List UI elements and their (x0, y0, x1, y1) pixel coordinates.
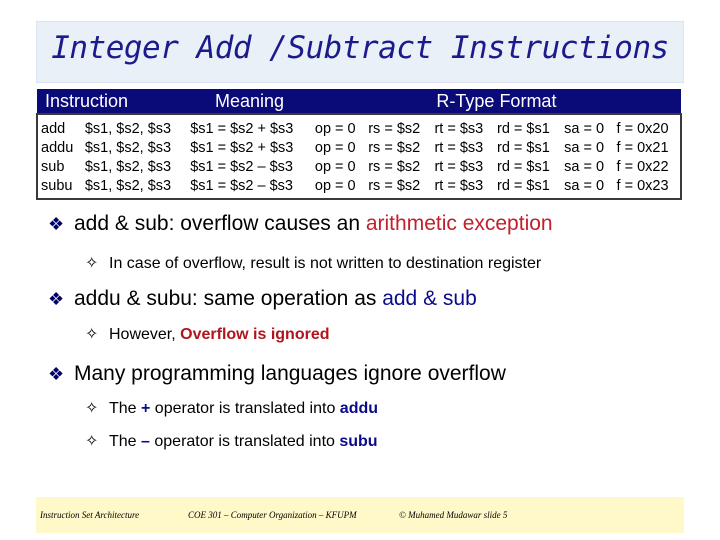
cell-sa: sa = 0 (564, 177, 605, 194)
cell-op-field: op = 0 (314, 120, 356, 137)
four-point-star-icon: ✧ (85, 400, 99, 417)
four-point-star-icon: ✧ (85, 326, 99, 343)
table-row (37, 114, 681, 138)
sub-bullet-text: In case of overflow, result is not written to destination register (109, 255, 542, 272)
cell-args: $s1, $s2, $s3 (84, 139, 172, 156)
footer-bar (36, 497, 684, 533)
operator-symbol: + (141, 400, 151, 417)
cell-rs: rs = $s2 (368, 139, 421, 156)
cell-rt: rt = $s3 (434, 139, 484, 156)
cell-funct: f = 0x20 (616, 120, 669, 137)
cell-op: addu (41, 139, 74, 156)
header-instruction: Instruction (37, 89, 187, 114)
slide-title: Integer Add /Subtract Instructions (51, 30, 669, 66)
cell-rs: rs = $s2 (368, 120, 421, 137)
cell-meaning: $s1 = $s2 + $s3 (190, 120, 294, 137)
four-point-star-icon: ✧ (85, 255, 99, 272)
sub-bullet-text: The (109, 400, 142, 417)
diamond-bullet-icon: ❖ (48, 289, 65, 309)
cell-sa: sa = 0 (564, 120, 605, 137)
sub-bullet-text: However, (109, 326, 181, 343)
cell-op-field: op = 0 (314, 177, 356, 194)
table-row (37, 176, 681, 199)
instruction-name: subu (339, 433, 378, 450)
cell-op: subu (41, 177, 73, 194)
cell-rd: rd = $s1 (496, 177, 550, 194)
cell-op-field: op = 0 (314, 139, 356, 156)
sub-bullet-text: operator is translated into (150, 400, 340, 417)
table-header-row (37, 89, 681, 114)
four-point-star-icon: ✧ (85, 433, 99, 450)
bullet-languages-ignore (48, 362, 506, 386)
cell-rd: rd = $s1 (496, 120, 550, 137)
cell-args: $s1, $s2, $s3 (84, 120, 172, 137)
bullet-addu-subu (48, 287, 477, 311)
cell-funct: f = 0x23 (616, 177, 669, 194)
sub-bullet-text: The (109, 433, 142, 450)
cell-op: sub (41, 158, 65, 175)
cell-args: $s1, $s2, $s3 (84, 177, 172, 194)
operator-symbol: – (141, 433, 150, 450)
sub-bullet-plus-operator (85, 398, 378, 418)
cell-args: $s1, $s2, $s3 (84, 158, 172, 175)
footer-author-slide: © Muhamed Mudawar slide 5 (399, 510, 508, 520)
cell-sa: sa = 0 (564, 158, 605, 175)
cell-op-field: op = 0 (314, 158, 356, 175)
title-bar (36, 21, 684, 83)
cell-rt: rt = $s3 (434, 158, 484, 175)
cell-meaning: $s1 = $s2 + $s3 (190, 139, 294, 156)
header-meaning: Meaning (187, 89, 312, 114)
table-row (37, 138, 681, 157)
bullet-text: Many programming languages ignore overflow (74, 362, 506, 385)
footer-course-topic: Instruction Set Architecture (40, 510, 140, 520)
cell-sa: sa = 0 (564, 139, 605, 156)
sub-bullet-not-written (85, 253, 541, 273)
bullet-text: add & sub: overflow causes an (74, 212, 366, 235)
diamond-bullet-icon: ❖ (48, 364, 65, 384)
cell-rs: rs = $s2 (368, 158, 421, 175)
bullet-highlight: arithmetic exception (365, 212, 553, 235)
sub-bullet-text: operator is translated into (149, 433, 340, 450)
cell-op: add (41, 120, 66, 137)
instruction-name: addu (339, 400, 379, 417)
cell-rt: rt = $s3 (434, 120, 484, 137)
footer-course-name: COE 301 – Computer Organization – KFUPM (188, 510, 357, 520)
bullet-text: addu & subu: same operation as (74, 287, 383, 310)
cell-funct: f = 0x21 (616, 139, 669, 156)
cell-rd: rd = $s1 (496, 158, 550, 175)
bullet-overflow-exception (48, 212, 553, 236)
instruction-table (36, 89, 682, 200)
table-row (37, 157, 681, 176)
sub-bullet-highlight: Overflow is ignored (180, 326, 330, 343)
bullet-highlight: add & sub (382, 287, 477, 310)
cell-meaning: $s1 = $s2 – $s3 (190, 177, 293, 194)
cell-meaning: $s1 = $s2 – $s3 (190, 158, 293, 175)
cell-rs: rs = $s2 (368, 177, 421, 194)
diamond-bullet-icon: ❖ (48, 214, 65, 234)
header-rtype-format: R-Type Format (312, 89, 681, 114)
sub-bullet-overflow-ignored (85, 324, 330, 344)
cell-funct: f = 0x22 (616, 158, 669, 175)
cell-rd: rd = $s1 (496, 139, 550, 156)
sub-bullet-minus-operator (85, 431, 378, 451)
cell-rt: rt = $s3 (434, 177, 484, 194)
